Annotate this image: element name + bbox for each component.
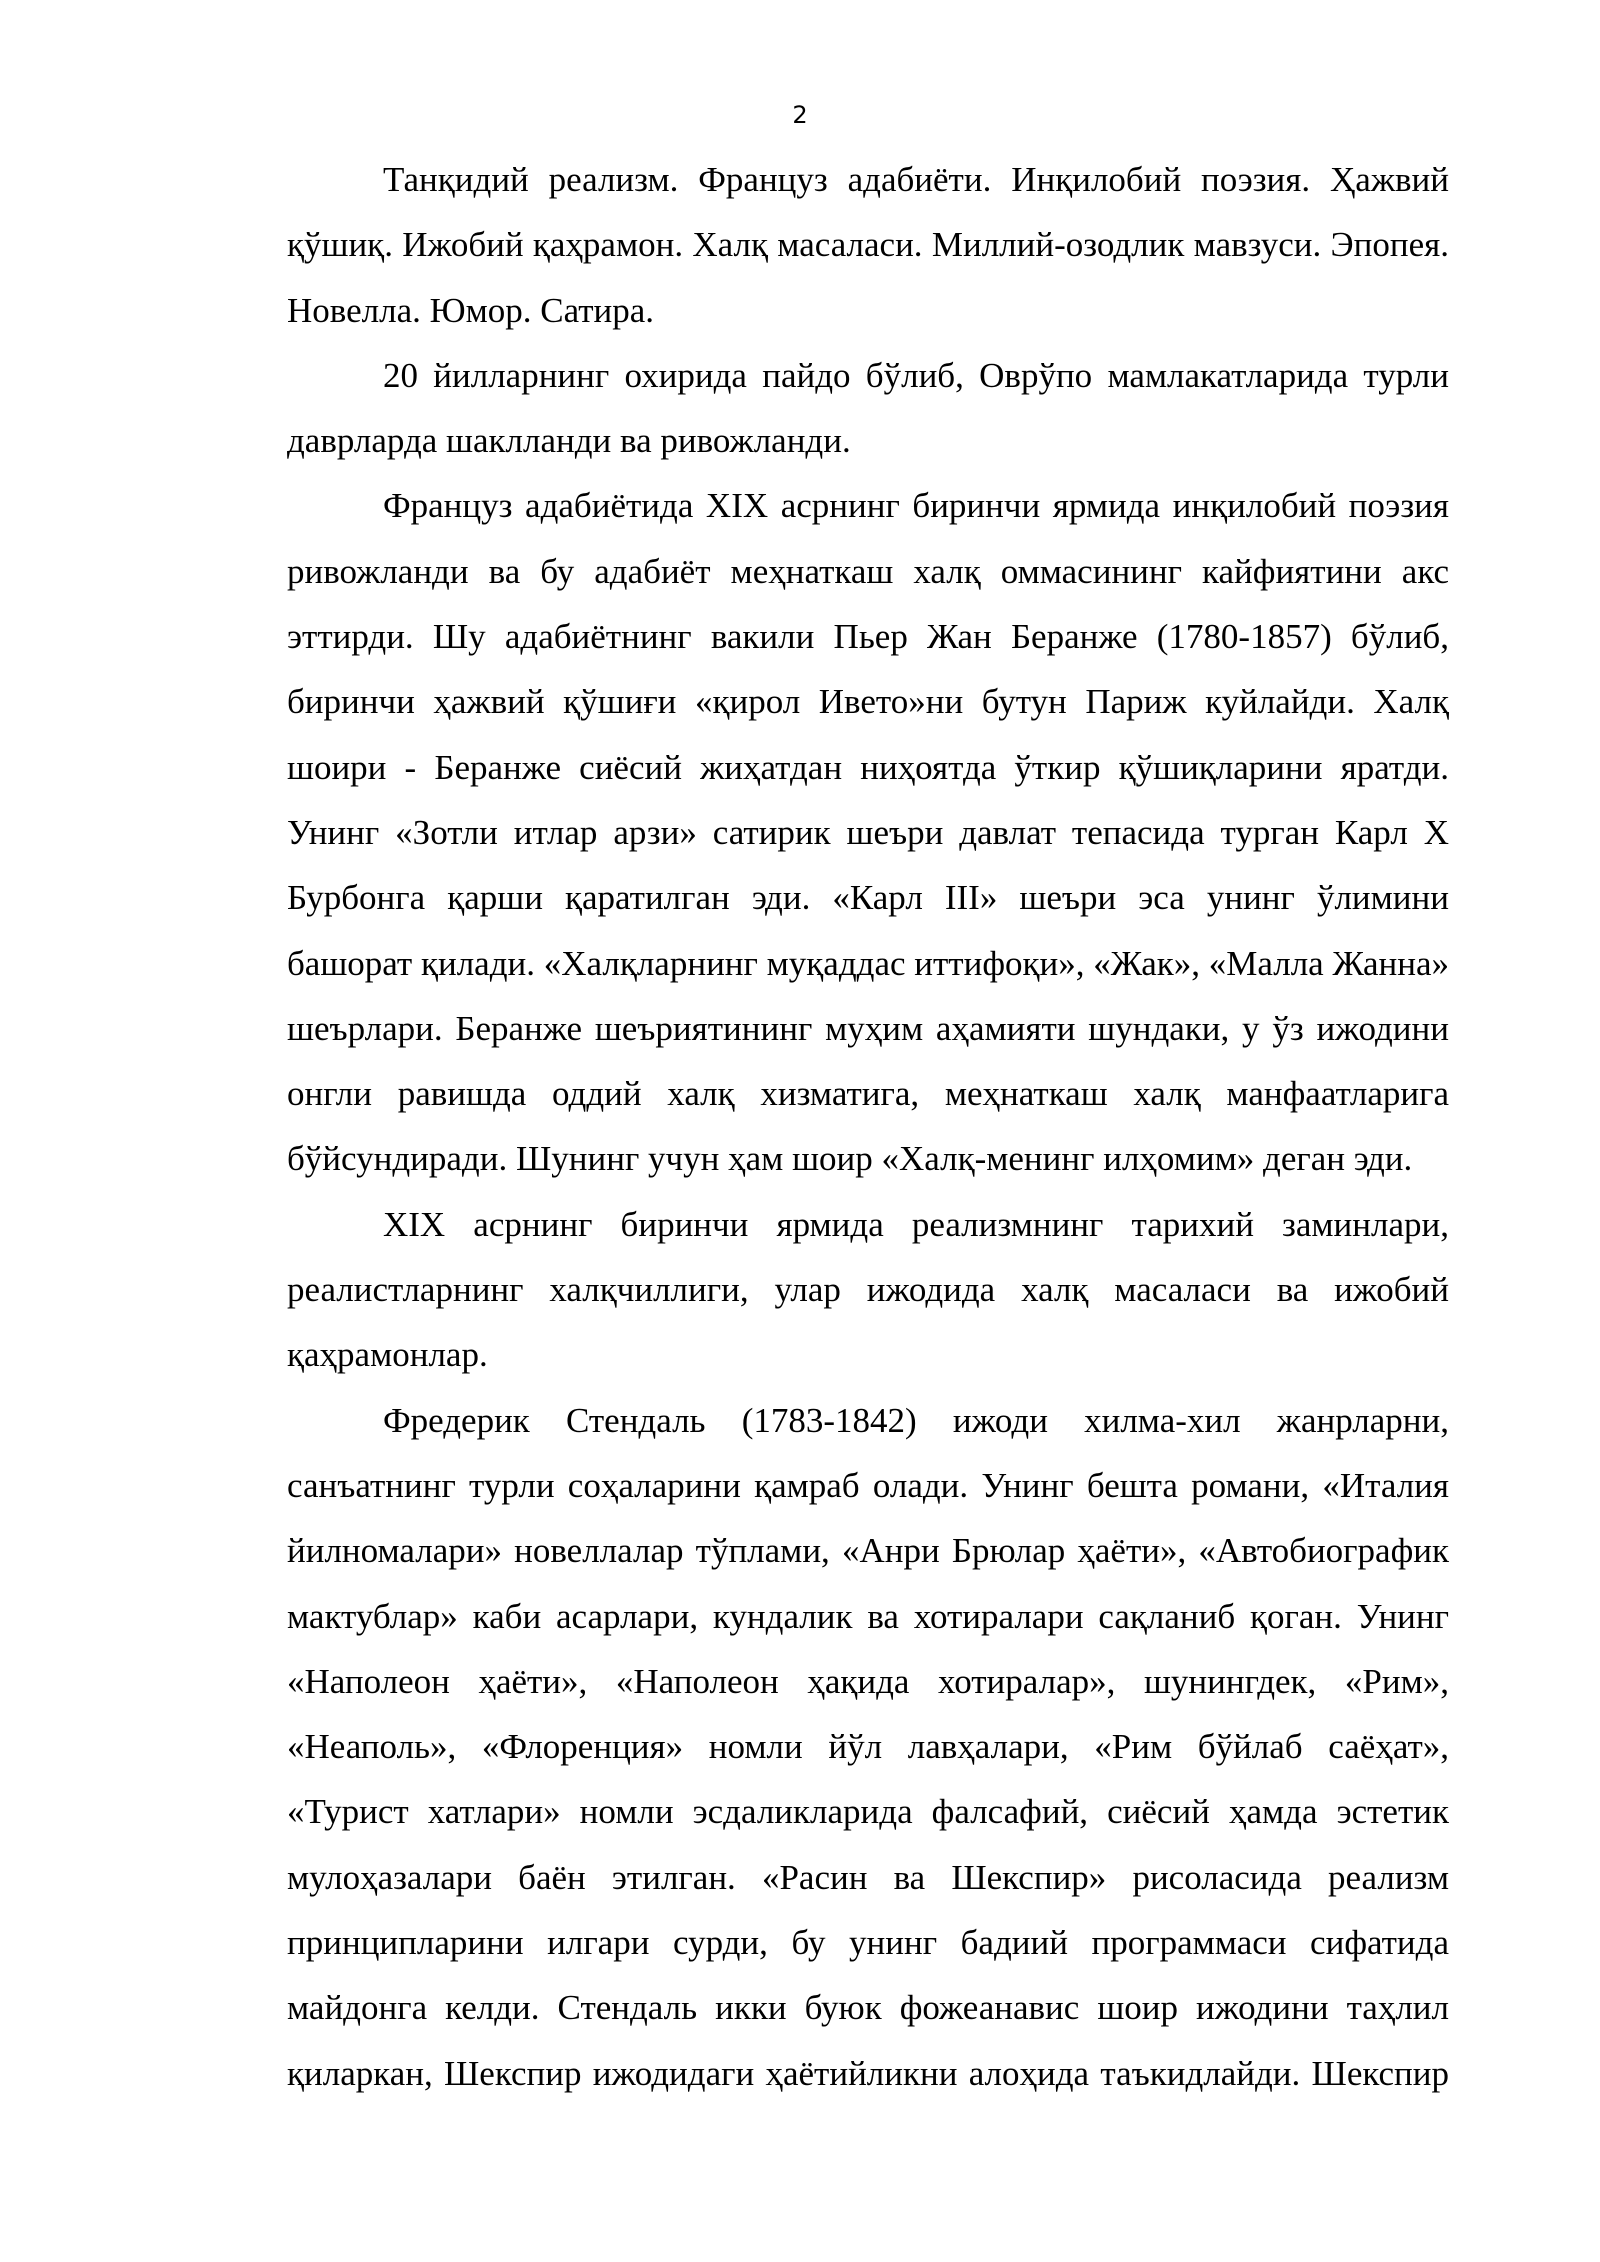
page-number: 2 bbox=[792, 101, 808, 129]
paragraph-4 bbox=[191, 1192, 1449, 1388]
document-body bbox=[191, 147, 1449, 2106]
text-line: Бурбонга қарши қаратилган эди. «Карл III» шеъри эса унинг ўлимини bbox=[287, 878, 1449, 918]
text-line: эттирди. Шу адабиётнинг вакили Пьер Жан Беранже (1780-1857) бўлиб, bbox=[287, 617, 1449, 657]
text-line: қиларкан, Шекспир ижодидаги ҳаётийликни алоҳида таъкидлайди. Шекспир bbox=[287, 2053, 1449, 2093]
text-line: Танқидий реализм. Француз адабиёти. Инқилобий поэзия. Ҳажвий bbox=[383, 160, 1449, 199]
paragraph-1 bbox=[191, 147, 1449, 343]
paragraph-2 bbox=[191, 343, 1449, 474]
text-line: бўйсундиради. Шунинг учун ҳам шоир «Халқ-менинг илҳомим» деган эди. bbox=[287, 1139, 1413, 1179]
text-line: онгли равишда оддий халқ хизматига, меҳнаткаш халқ манфаатларига bbox=[287, 1074, 1449, 1114]
text-line: Новелла. Юмор. Сатира. bbox=[287, 290, 655, 330]
paragraph-5 bbox=[191, 1388, 1449, 2106]
text-line: мулоҳазалари баён этилган. «Расин ва Шекспир» рисоласида реализм bbox=[287, 1857, 1449, 1897]
text-line: майдонга келди. Стендаль икки буюк фожеанавис шоир ижодини таҳлил bbox=[287, 1988, 1449, 2028]
text-line: қўшиқ. Ижобий қаҳрамон. Халқ масаласи. Миллий-озодлик мавзуси. Эпопея. bbox=[287, 225, 1449, 265]
text-line: санъатнинг турли соҳаларини қамраб олади. Унинг бешта романи, «Италия bbox=[287, 1465, 1449, 1505]
text-line: биринчи ҳажвий қўшиғи «қирол Ивето»ни бутун Париж куйлайди. Халқ bbox=[287, 682, 1449, 722]
paragraph-3 bbox=[191, 473, 1449, 1191]
text-line: «Турист хатлари» номли эсдаликларида фалсафий, сиёсий ҳамда эстетик bbox=[287, 1792, 1449, 1832]
text-line: Француз адабиётида XIX асрнинг биринчи ярмида инқилобий поэзия bbox=[383, 486, 1449, 526]
text-line: башорат қилади. «Халқларнинг муқаддас иттифоқи», «Жак», «Малла Жанна» bbox=[287, 943, 1449, 983]
text-line: мактублар» каби асарлари, кундалик ва хотиралари сақланиб қоган. Унинг bbox=[287, 1596, 1449, 1636]
text-line: принципларини илгари сурди, бу унинг бадиий программаси сифатида bbox=[287, 1923, 1449, 1963]
text-line: қаҳрамонлар. bbox=[287, 1335, 488, 1375]
text-line: шеърлари. Беранже шеъриятининг муҳим аҳамияти шундаки, у ўз ижодини bbox=[287, 1008, 1449, 1048]
text-line: йилномалари» новеллалар тўплами, «Анри Брюлар ҳаёти», «Автобиографик bbox=[287, 1531, 1449, 1571]
text-line: даврларда шаклланди ва ривожланди. bbox=[287, 421, 851, 461]
text-line: реалистларнинг халқчиллиги, улар ижодида халқ масаласи ва ижобий bbox=[287, 1270, 1449, 1310]
text-line: ривожланди ва бу адабиёт меҳнаткаш халқ оммасининг кайфиятини акс bbox=[287, 551, 1449, 591]
text-line: XIX асрнинг биринчи ярмида реализмнинг тарихий заминлари, bbox=[383, 1204, 1449, 1244]
text-line: «Наполеон ҳаёти», «Наполеон ҳақида хотиралар», шунингдек, «Рим», bbox=[287, 1661, 1449, 1701]
text-line: «Неаполь», «Флоренция» номли йўл лавҳалари, «Рим бўйлаб саёҳат», bbox=[287, 1727, 1449, 1767]
text-line: 20 йилларнинг охирида пайдо бўлиб, Оврўпо мамлакатларида турли bbox=[383, 355, 1449, 395]
text-line: Унинг «Зотли итлар арзи» сатирик шеъри давлат тепасида турган Карл X bbox=[287, 812, 1449, 852]
text-line: шоири - Беранже сиёсий жиҳатдан ниҳоятда ўткир қўшиқларини яратди. bbox=[287, 747, 1449, 787]
text-line: Фредерик Стендаль (1783-1842) ижоди хилма-хил жанрларни, bbox=[383, 1400, 1449, 1440]
